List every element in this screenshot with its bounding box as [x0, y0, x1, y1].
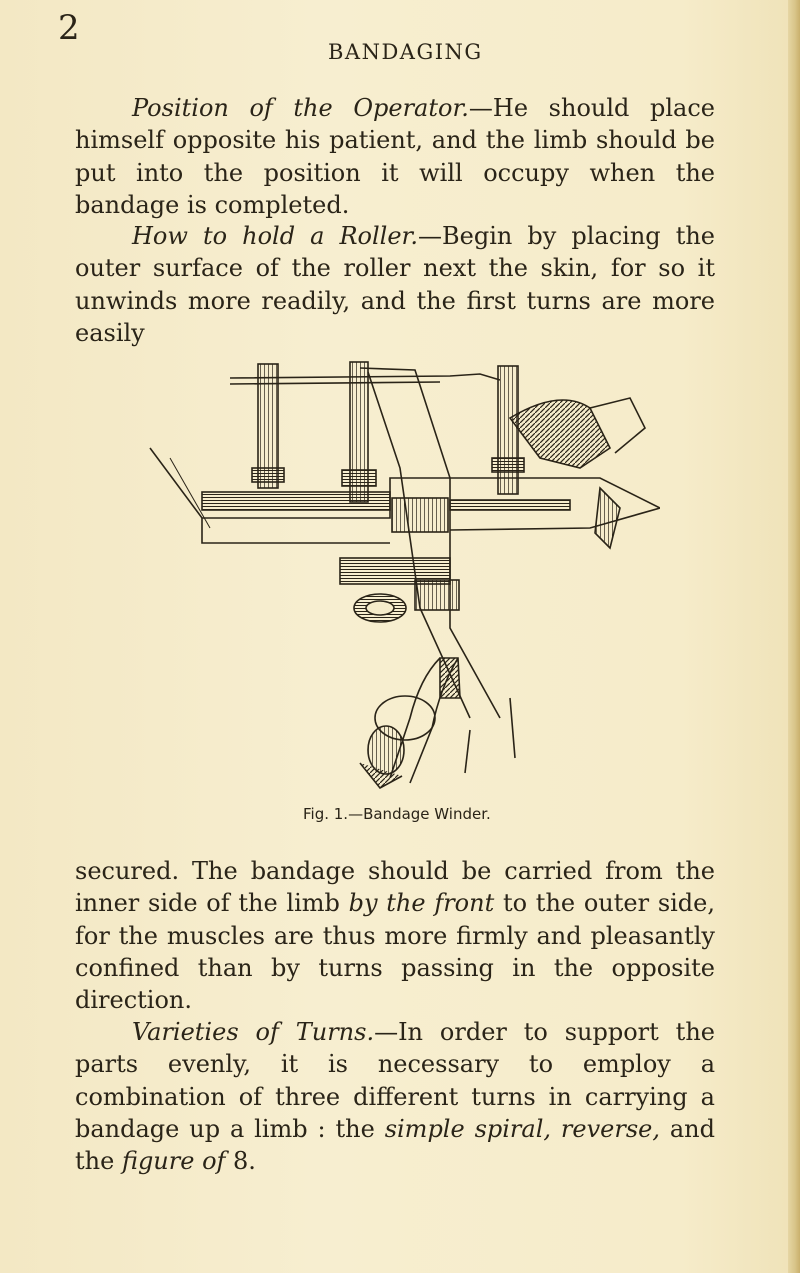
bandage-winder-illustration — [140, 358, 660, 798]
paragraph-lead: How to hold a Roller. — [132, 222, 419, 250]
paragraph-text: secured. The bandage should be carried from the inner side of the limb — [75, 857, 715, 918]
paragraph-hold-roller — [75, 220, 715, 349]
paragraph-varieties-of-turns — [75, 1016, 715, 1177]
paragraph-text: —Begin by placing the outer surface of the roller next the skin, for so it unwinds more readily, and the first turns are more easily — [75, 222, 716, 347]
paragraph-lead: Varieties of Turns. — [132, 1018, 375, 1046]
paragraph-emphasis: by the front — [348, 889, 495, 918]
page-edge — [788, 0, 800, 1273]
term-figure-of-8: figure of — [121, 1147, 226, 1176]
paragraph-text: and the — [75, 1114, 715, 1176]
running-head: BANDAGING — [328, 40, 483, 64]
paragraph-operator-position — [75, 92, 715, 221]
paragraph-text: to the outer side, for the muscles are thus more firmly and pleasantly confined than by turns passing in the opposite direction. — [75, 889, 715, 1015]
paragraph-lead: Position of the Operator. — [132, 94, 469, 122]
term-reverse: reverse, — [560, 1114, 660, 1143]
term-simple-spiral: simple spiral, — [384, 1114, 552, 1143]
page-number: 2 — [58, 8, 80, 48]
paragraph-text: —He should place himself opposite his patient, and the limb should be put into the position it will occupy when the bandage is completed. — [75, 94, 715, 219]
figure-caption: Fig. 1.—Bandage Winder. — [303, 805, 491, 823]
paragraph-text: —In order to support the parts evenly, it is necessary to employ a combination of three different turns in carrying a bandage up a limb : the — [75, 1018, 715, 1143]
paragraph-text: 8. — [225, 1147, 256, 1176]
paragraph-secured — [75, 855, 715, 1016]
paragraph-text — [551, 1115, 561, 1143]
